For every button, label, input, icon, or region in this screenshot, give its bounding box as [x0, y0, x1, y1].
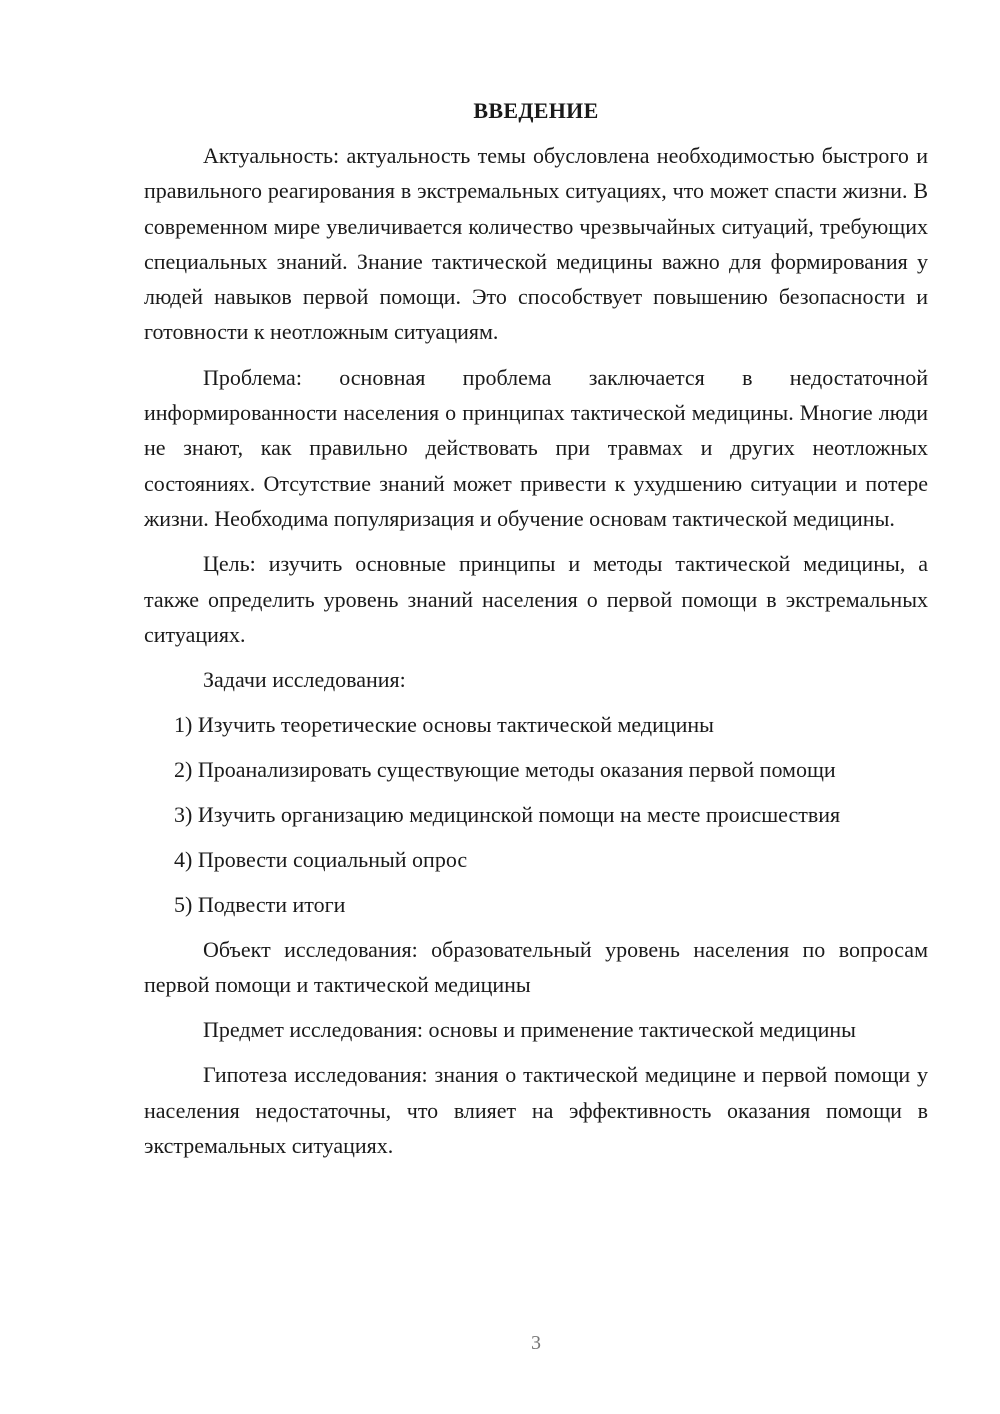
tasks-list [144, 707, 928, 922]
list-item: 3) Изучить организацию медицинской помощи на месте происшествия [174, 801, 841, 827]
tasks-heading: Задачи исследования: [203, 667, 406, 693]
paragraph-problem: Проблема: основная проблема заключается в недостаточной информированности населения о принципах тактической медицины. Многие люди не знают, как правильно действовать при травмах и других неотложных состояниях. Отсутствие знаний может привести к ухудшению ситуации и потере жизни. Необходима популяризация и обучение основам тактической медицины. [144, 364, 928, 531]
document-page [144, 96, 928, 1173]
paragraph-subject: Предмет исследования: основы и применение тактической медицины [203, 1017, 856, 1043]
paragraph-hypothesis: Гипотеза исследования: знания о тактической медицине и первой помощи у населения недостаточны, что влияет на эффективность оказания помощи в экстремальных ситуациях. [144, 1062, 928, 1158]
list-item: 2) Проанализировать существующие методы оказания первой помощи [174, 756, 836, 782]
paragraph-relevance: Актуальность: актуальность темы обусловлена необходимостью быстрого и правильного реагирования в экстремальных ситуациях, что может спасти жизни. В современном мире увеличивается количество чрезвычайных ситуаций, требующих специальных знаний. Знание тактической медицины важно для формирования у людей навыков первой помощи. Это способствует повышению безопасности и готовности к неотложным ситуациям. [144, 143, 928, 345]
list-item: 4) Провести социальный опрос [174, 846, 468, 872]
list-item: 5) Подвести итоги [174, 891, 346, 917]
list-item: 1) Изучить теоретические основы тактической медицины [174, 712, 714, 738]
paragraph-object: Объект исследования: образовательный уровень населения по вопросам первой помощи и тактической медицины [144, 936, 928, 997]
page-number: 3 [531, 1332, 541, 1354]
page-title: ВВЕДЕНИЕ [473, 98, 599, 123]
paragraph-goal: Цель: изучить основные принципы и методы тактической медицины, а также определить уровень знаний населения о первой помощи в экстремальных ситуациях. [144, 551, 928, 647]
